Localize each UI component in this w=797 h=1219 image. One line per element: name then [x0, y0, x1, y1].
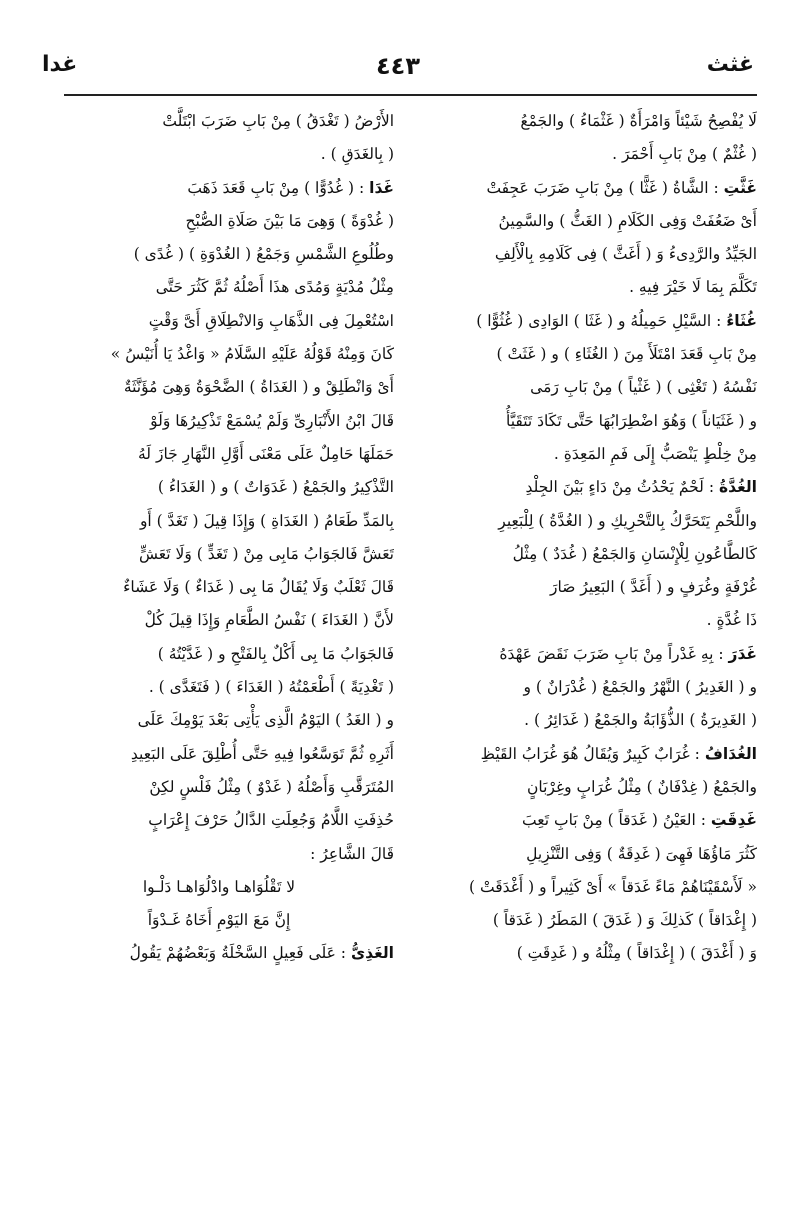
entry-text: : عَلَى فَعِيلٍ السَّخْلَةُ وَبَعْضُهُمْ يَقُولُ — [129, 944, 347, 963]
right-column — [407, 105, 757, 971]
entry-text: ( إِغْدَاقاً ) كَذلِكَ وَ ( غَدَقَ ) المَطَرُ ( غَدَقاً ) — [492, 911, 757, 930]
entry-text: ( غُثْمٌ ) مِنْ بَابِ أَحْمَرَ . — [612, 145, 757, 164]
entry-line — [407, 804, 757, 837]
entry-text: واللَّحْمِ يَتَحَرَّكُ بِالتَّحْرِيكِ و ( الغُدَّةُ ) لِلْبَعِيرِ — [498, 511, 757, 530]
entry-text: حَمَلَهَا حَامِلٌ عَلَى مَعْنَى أَوَّلِ النَّهَارِ جَازَ لَهُ — [138, 444, 394, 463]
header-left-word: غدا — [42, 52, 78, 77]
entry-text: لَا يُفْصِحُ شَيْئاً وَامْرَأَةٌ ( غَثْمَاءُ ) والجَمْعُ — [520, 112, 757, 130]
entry-text: غُرْفَةٍ وغُرَفٍ و ( أَغَدَّ ) البَعِيرُ صَارَ — [550, 578, 757, 597]
headword: غَدِقَتِ — [710, 811, 757, 830]
entry-text: أَىْ ضَعُفَتْ وَفِى الكَلَامِ ( الغَثُّ ) والسَّمِينُ — [498, 211, 757, 230]
text-line — [407, 371, 757, 404]
text-line — [44, 305, 394, 338]
entry-text: ( غُدْوَةً ) وَهِىَ مَا بَيْنَ صَلَاةِ الصُّبْحِ — [185, 211, 394, 230]
entry-text: و ( الغَدِيرُ ) النَّهْرُ والجَمْعُ ( غُدْرَانٌ ) و — [523, 678, 757, 697]
entry-text: التَّذْكِيرُ والجَمْعُ ( غَدَوَاتٌ ) و ( الغَدَاءُ ) — [157, 478, 394, 497]
text-line — [44, 471, 394, 504]
header-right-word: غثث — [706, 52, 754, 77]
entry-text: لا تَقْلُوَاهـا وادْلُوَاهـا دَلْـوا — [142, 877, 296, 896]
entry-line — [407, 172, 757, 205]
entry-text: إِنَّ مَعَ اليَوْمِ أَخَاهُ غَـدْوَاً — [147, 911, 291, 930]
entry-line — [407, 305, 757, 338]
headword: الغُدَّةُ — [719, 478, 757, 497]
entry-text: لأَنَّ ( الغَدَاءَ ) نَفْسُ الطَّعَامِ وَإِذَا قِيلَ كُلْ — [144, 611, 394, 630]
entry-text: قَالَ الشَّاعِرُ : — [310, 844, 394, 863]
entry-text: : الشَّاةُ ( غَثًّا ) مِنْ بَابِ ضَرَبَ عَجِفَتْ — [486, 178, 719, 197]
entry-line — [44, 172, 394, 205]
text-line — [407, 904, 757, 937]
text-line — [407, 205, 757, 238]
entry-text: فَالجَوَابُ مَا بِى أَكْلٌ بِالفَتْحِ و ( غَدَّيْتُهُ ) — [157, 644, 394, 663]
entry-line — [44, 937, 394, 970]
header-divider — [64, 94, 757, 96]
text-line — [44, 238, 394, 271]
headword: غَدَرَ — [728, 644, 757, 663]
poem-verse — [44, 871, 394, 904]
headword: الغَذِىُّ — [350, 944, 394, 963]
text-line — [44, 838, 394, 871]
left-column — [44, 105, 394, 971]
entry-text: كَانَ وَمِنْهُ قَوْلُهُ عَلَيْهِ السَّلَامُ « وَاغْدُ يَا أُنَيْسُ » — [110, 345, 394, 364]
text-line — [44, 771, 394, 804]
entry-text: كَالطَّاعُونِ لِلْإِنْسَانِ وَالجَمْعُ ( غُدَدٌ ) مِثْلُ — [512, 544, 757, 563]
text-line — [44, 505, 394, 538]
text-line — [44, 704, 394, 737]
text-line — [407, 571, 757, 604]
page-number: ٤٤٣ — [376, 52, 420, 80]
text-line — [407, 671, 757, 704]
text-line — [44, 638, 394, 671]
text-line — [44, 105, 394, 138]
text-line — [407, 105, 757, 138]
entry-text: ذَا غُدَّةٍ . — [706, 611, 757, 630]
text-line — [407, 138, 757, 171]
text-line — [44, 604, 394, 637]
entry-text: وَ ( أَغْدَقَ ) ( إِغْدَاقاً ) مِثْلُهُ و ( غَدِقَتِ ) — [516, 944, 757, 963]
text-line — [407, 238, 757, 271]
text-line — [407, 838, 757, 871]
entry-text: : السَّيْلِ حَمِيلُهُ و ( غَثَا ) الوَادِى ( غُثُوًّا ) — [476, 311, 722, 330]
entry-text: كَثُرَ مَاؤُهَا فَهِىَ ( غَدِقَةٌ ) وَفِى التَّنْزِيلِ — [526, 844, 757, 863]
entry-text: : بِهِ غَدْراً مِنْ بَابِ ضَرَبَ نَقَضَ عَهْدَهُ — [499, 644, 724, 663]
text-line — [407, 871, 757, 904]
entry-text: و ( الغَدُ ) اليَوْمُ الَّذِى يَأْتِى بَعْدَ يَوْمِكَ عَلَى — [137, 711, 394, 730]
text-line — [407, 771, 757, 804]
entry-text: « لَأَسْقَيْنَاهُمْ مَاءً غَدَقاً » أَىْ كَثِيراً و ( أَغْدَقَتْ ) — [469, 877, 757, 896]
entry-text: مِنْ خِلْطٍ يَنْصَبُّ إِلَى فَمِ المَعِدَةِ . — [553, 444, 757, 463]
text-line — [407, 604, 757, 637]
text-line — [44, 438, 394, 471]
text-line — [44, 271, 394, 304]
text-line — [407, 438, 757, 471]
entry-text: بِالمَدِّ طَعَامُ ( الغَدَاةِ ) وَإِذَا قِيلَ ( تَغَدَّ ) أَو — [139, 511, 394, 530]
text-line — [407, 538, 757, 571]
entry-text: ( تَغْدِيَةً ) أَطْعَمْتُهُ ( الغَدَاءَ ) ( فَتَغَدَّى ) . — [148, 678, 394, 697]
entry-text: حُذِفَتِ اللَّامُ وَجُعِلَتِ الدَّالُ حَرْفَ إِعْرَابٍ — [148, 811, 394, 830]
entry-text: الأَرْضُ ( تَغْدَقُ ) مِنْ بَابِ ضَرَبَ ابْتَلَّتْ — [162, 112, 394, 130]
entry-text: : لَحْمٌ يَحْدُثُ مِنْ دَاءٍ بَيْنَ الجِلْدِ — [525, 478, 715, 497]
text-line — [44, 205, 394, 238]
entry-text: الجَيِّدُ والرَّدِىءُ وَ ( أَغَثَّ ) فِى كَلَامِهِ بِالْأَلِفِ — [494, 245, 757, 264]
entry-text: تَعَشَّ فَالجَوَابُ مَابِى مِنْ ( تَغَدٍّ ) وَلَا تَعَشٍّ — [139, 544, 394, 563]
headword: غَدَا — [369, 178, 394, 197]
poem-verse — [44, 904, 394, 937]
entry-text: ( بِالغَدَقِ ) . — [320, 145, 394, 164]
entry-text: مِنْ بَابِ قَعَدَ امْتَلَأَ مِنَ ( الغُثَاءِ ) و ( غَثَتْ ) — [496, 345, 757, 364]
entry-text: : العَيْنُ ( غَدَقاً ) مِنْ بَابِ تَعِبَ — [522, 811, 706, 830]
text-line — [44, 405, 394, 438]
text-line — [44, 138, 394, 171]
entry-text: : ( غُدُوًّا ) مِنْ بَابِ قَعَدَ ذَهَبَ — [187, 178, 365, 197]
text-line — [407, 937, 757, 970]
entry-line — [407, 738, 757, 771]
entry-text: أَثَرِهِ ثُمَّ تَوَسَّعُوا فِيهِ حَتَّى أُطْلِقَ عَلَى البَعِيدِ — [130, 744, 394, 763]
text-line — [407, 704, 757, 737]
text-line — [407, 338, 757, 371]
text-line — [44, 804, 394, 837]
text-line — [44, 671, 394, 704]
text-line — [44, 538, 394, 571]
headword: الغُدَافُ — [704, 744, 757, 763]
text-line — [407, 405, 757, 438]
entry-text: اسْتُعْمِلَ فِى الذَّهَابِ وَالانْطِلَاقِ أَىَّ وَقْتٍ — [148, 311, 394, 330]
page-header — [42, 50, 754, 86]
entry-text: ( الغَدِيرَةُ ) الذُّؤَابَةُ والجَمْعُ ( غَدَائِرُ ) . — [524, 711, 757, 730]
entry-text: المُتَرَقَّبِ وَأَصْلُهُ ( غَدْوٌ ) مِثْلُ فَلْسٍ لكِنْ — [149, 777, 394, 796]
entry-text: نَفْسُهُ ( تَغْثِى ) ( غَثْياً ) مِنْ بَابِ رَمَى — [530, 378, 757, 397]
entry-text: أَىْ وَانْطَلِقْ و ( الغَدَاةُ ) الضَّحْوَةُ وَهِىَ مُؤَنَّثَةٌ — [123, 378, 394, 397]
text-line — [407, 271, 757, 304]
text-line — [44, 371, 394, 404]
entry-text: : غُرَابٌ كَبِيرٌ وَيُقَالُ هُوَ غُرَابُ القَيْظِ — [480, 744, 700, 763]
entry-text: و ( غَثَيَاناً ) وَهُوَ اضْطِرَابُهَا حَتَّى تَكَادَ تَتَقَيَّأُ — [505, 411, 757, 430]
entry-text: تَكَلَّمَ بِمَا لَا خَيْرَ فِيهِ . — [629, 278, 757, 297]
text-line — [44, 571, 394, 604]
entry-text: مِثْلُ مُدْيَةٍ وَمُدًى هذَا أَصْلُهُ ثُمَّ كَثُرَ حَتَّى — [155, 278, 394, 297]
entry-text: وطُلُوعِ الشَّمْسِ وَجَمْعُ ( الغُدْوَةِ ) ( غُدًى ) — [133, 245, 394, 264]
text-line — [407, 505, 757, 538]
entry-text: والجَمْعُ ( غِدْفَانٌ ) مِثْلُ غُرَابٍ وغِرْبَانٍ — [527, 777, 757, 796]
entry-text: قَالَ ابْنُ الأَنْبَارِىِّ وَلَمْ يُسْمَعْ تَذْكِيرُهَا وَلَوْ — [150, 411, 394, 430]
text-line — [44, 338, 394, 371]
entry-line — [407, 638, 757, 671]
headword: غَثَّتِ — [723, 178, 757, 197]
text-line — [44, 738, 394, 771]
entry-text: قَالَ ثَعْلَبٌ وَلَا يُقَالُ مَا بِى ( غَدَاءٌ ) وَلَا عَشَاءٌ — [123, 578, 394, 597]
entry-line — [407, 471, 757, 504]
headword: غُثَاءُ — [726, 311, 757, 330]
